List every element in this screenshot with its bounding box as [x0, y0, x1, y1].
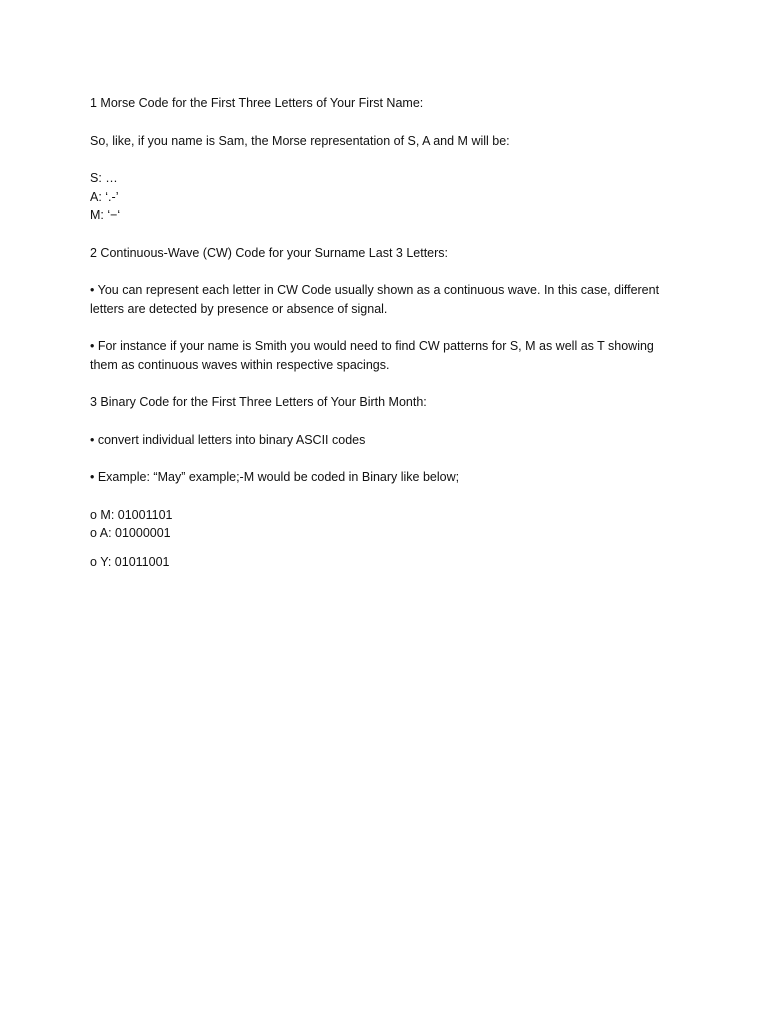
binary-item-y: o Y: 01011001 — [90, 554, 170, 569]
morse-list — [90, 169, 680, 225]
section-heading-cw: 2 Continuous-Wave (CW) Code for your Surname Last 3 Letters: — [90, 245, 449, 260]
binary-item-a: o A: 01000001 — [90, 526, 171, 540]
morse-item-s: S: … — [90, 171, 118, 185]
binary-item-m: o M: 01001101 — [90, 507, 173, 522]
binary-bullet-example: • Example: “May” example;-M would be coded in Binary like below; — [90, 470, 460, 484]
cw-bullet-example: • For instance if your name is Smith you would need to find CW patterns for S, M as well as T showing them as continuous waves within respective spacings. — [90, 339, 654, 372]
binary-list — [90, 506, 680, 572]
morse-item-m: M: ‘−‘ — [90, 208, 121, 222]
section-heading-morse: 1 Morse Code for the First Three Letters of Your First Name: — [90, 96, 424, 110]
morse-item-a: A: ‘.-’ — [90, 189, 119, 204]
section-heading-binary: 3 Binary Code for the First Three Letters of Your Birth Month: — [90, 395, 427, 409]
cw-bullet-representation: • You can represent each letter in CW Code usually shown as a continuous wave. In this case, different letters are detected by presence or absence of signal. — [90, 283, 660, 316]
binary-bullet-convert: • convert individual letters into binary ASCII codes — [90, 432, 366, 447]
document-body — [90, 94, 680, 571]
morse-intro: So, like, if you name is Sam, the Morse representation of S, A and M will be: — [90, 133, 510, 148]
